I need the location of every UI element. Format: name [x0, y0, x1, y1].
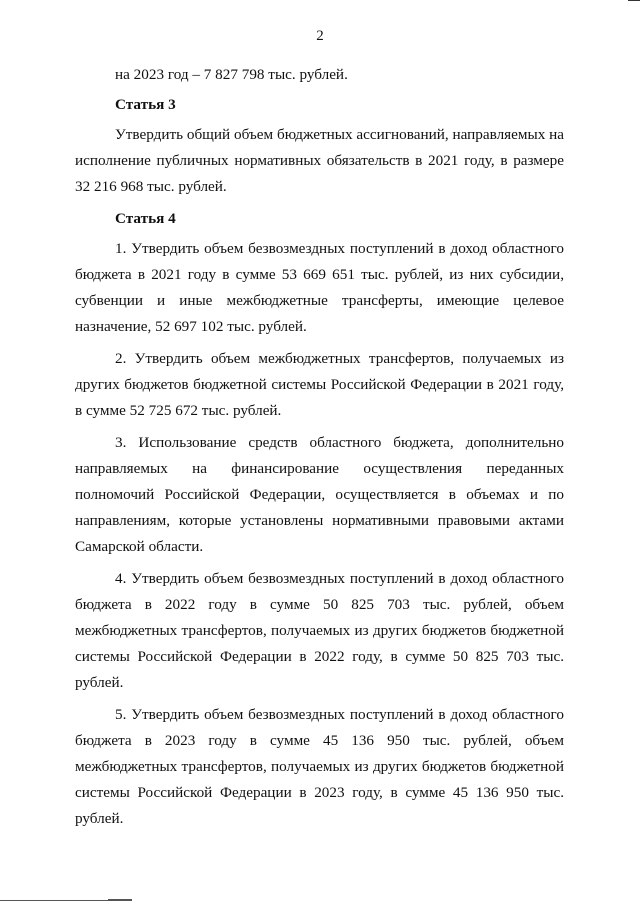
- document-body: [75, 62, 564, 832]
- top-edge-mark: [628, 0, 640, 1]
- article-4-paragraph-3: 3. Использование средств областного бюджета, дополнительно направляемых на финансирование осуществления переданных полномочий Российской Федерации, осуществляется в объемах и по направлениям, которые установлены нормативными правовыми актами Самарской области.: [75, 434, 564, 555]
- page-number: 2: [316, 28, 324, 44]
- article-4-paragraph-1: 1. Утвердить объем безвозмездных поступлений в доход областного бюджета в 2021 году в сумме 53 669 651 тыс. рублей, из них субсидии, субвенции и иные межбюджетные трансферты, имеющие целевое назначение, 52 697 102 тыс. рублей.: [75, 240, 564, 335]
- article-4-heading: Статья 4: [115, 210, 176, 227]
- article-3-heading: Статья 3: [115, 96, 176, 113]
- article-3-paragraph: Утвердить общий объем бюджетных ассигнований, направляемых на исполнение публичных нормативных обязательств в 2021 году, в размере 32 216 968 тыс. рублей.: [75, 126, 564, 195]
- article-4-paragraph-4: 4. Утвердить объем безвозмездных поступлений в доход областного бюджета в 2022 году в сумме 50 825 703 тыс. рублей, объем межбюджетных трансфертов, получаемых из других бюджетов бюджетной системы Российской Федерации в 2022 году, в сумме 50 825 703 тыс. рублей.: [75, 570, 564, 691]
- article-4-paragraph-5: 5. Утвердить объем безвозмездных поступлений в доход областного бюджета в 2023 году в сумме 45 136 950 тыс. рублей, объем межбюджетных трансфертов, получаемых из других бюджетов бюджетной системы Российской Федерации в 2023 году, в сумме 45 136 950 тыс. рублей.: [75, 706, 564, 827]
- continuation-line: на 2023 год – 7 827 798 тыс. рублей.: [115, 66, 348, 83]
- bottom-edge-mark: [0, 900, 132, 901]
- article-4-paragraph-2: 2. Утвердить объем межбюджетных трансфертов, получаемых из других бюджетов бюджетной системы Российской Федерации в 2021 году, в сумме 52 725 672 тыс. рублей.: [75, 350, 564, 419]
